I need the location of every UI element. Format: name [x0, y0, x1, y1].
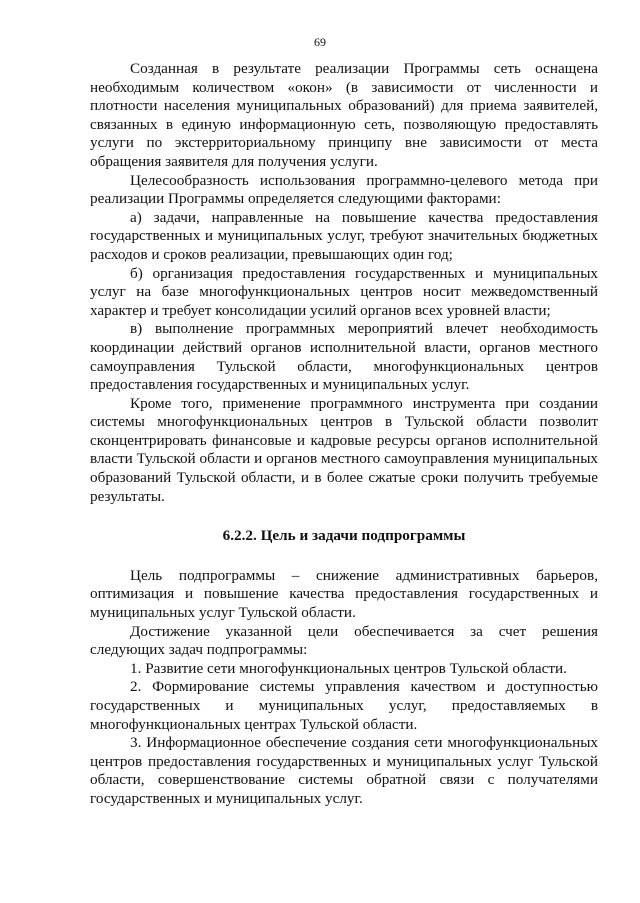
paragraph-moreover: Кроме того, применение программного инструмента при создании системы многофункциональных центров в Тульской области позволит сконцентрировать финансовые и кадровые ресурсы органов исполнительной власти Тульской области и органов местного самоуправления муниципальных образований Тульской области, и в более сжатые сроки получить требуемые результаты.: [90, 394, 598, 505]
paragraph-task-1: 1. Развитие сети многофункциональных центров Тульской области.: [130, 659, 567, 677]
paragraph-task-2: 2. Формирование системы управления качеством и доступностью государственных и муниципальных услуг, предоставляемых в многофункциональных центрах Тульской области.: [90, 678, 598, 733]
paragraph-factor-c: в) выполнение программных мероприятий влечет необходимость координации действий органов исполнительной власти, органов местного самоуправления Тульской области, многофункциональных центров предоставления государственных и муниципальных услуг.: [90, 320, 598, 394]
paragraph-goal: Цель подпрограммы – снижение административных барьеров, оптимизация и повышение качества предоставления государственных и муниципальных услуг Тульской области.: [90, 566, 598, 622]
paragraph-task-3: 3. Информационное обеспечение создания сети многофункциональных центров предоставления государственных и муниципальных услуг Тульской области, совершенствование системы обратной связи с получателями государственных и муниципальных услуг.: [90, 734, 598, 807]
paragraph-factor-a: а) задачи, направленные на повышение качества предоставления государственных и муниципальных услуг, требуют значительных бюджетных расходов и сроков реализации, превышающих один год;: [90, 208, 598, 263]
paragraph-network: Созданная в результате реализации Программы сеть оснащена необходимым количеством «окон» (в зависимости от численности и плотности населения муниципальных образований) для приема заявителей, связанных в единую информационную сеть, позволяющую предоставлять услуги по экстерриториальному принципу вне зависимости от места обращения заявителя для получения услуги.: [90, 60, 598, 170]
page-number: 69: [314, 35, 326, 49]
paragraph-expediency: Целесообразность использования программно-целевого метода при реализации Программы определяется следующими факторами:: [90, 171, 598, 208]
paragraph-achievement: Достижение указанной цели обеспечивается за счет решения следующих задач подпрограммы:: [90, 622, 598, 659]
page-content: [90, 60, 598, 809]
paragraph-factor-b: б) организация предоставления государственных и муниципальных услуг на базе многофункциональных центров носит межведомственный характер и требует консолидации усилий органов всех уровней власти;: [90, 264, 598, 319]
section-heading: 6.2.2. Цель и задачи подпрограммы: [222, 527, 466, 545]
